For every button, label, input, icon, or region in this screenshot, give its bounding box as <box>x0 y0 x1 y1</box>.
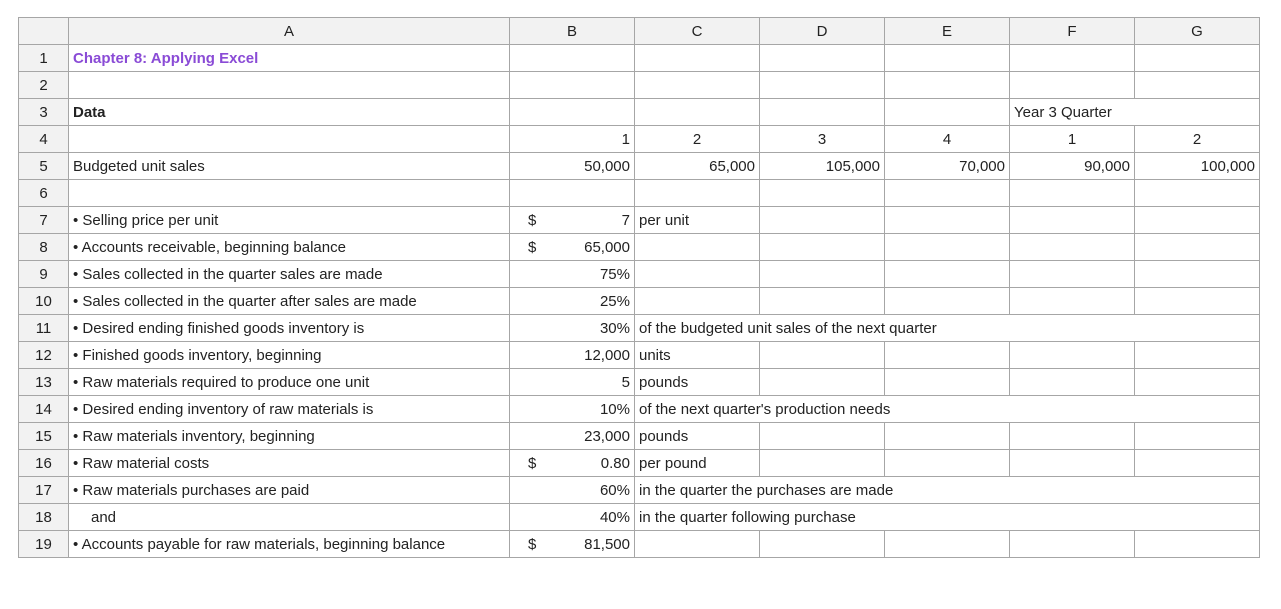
row-header[interactable]: 14 <box>19 396 69 423</box>
cell-d12[interactable] <box>760 342 885 369</box>
cell-b18[interactable] <box>510 504 635 531</box>
cell-b4[interactable] <box>510 126 635 153</box>
cell-b5[interactable] <box>510 153 635 180</box>
cell-g15[interactable] <box>1135 423 1260 450</box>
cell-text: Budgeted unit sales <box>73 157 205 175</box>
cell-c1[interactable] <box>635 45 760 72</box>
cell-value: 65,000 <box>584 238 630 256</box>
cell-a12[interactable] <box>69 342 510 369</box>
cell-g16[interactable] <box>1135 450 1260 477</box>
cell-text: Data <box>73 103 106 121</box>
cell-a8[interactable] <box>69 234 510 261</box>
cell-c19[interactable] <box>635 531 760 558</box>
cell-f7[interactable] <box>1010 207 1135 234</box>
cell-f6[interactable] <box>1010 180 1135 207</box>
cell-value: 1 <box>621 130 630 148</box>
cell-c16[interactable] <box>635 450 760 477</box>
row-header[interactable]: 6 <box>19 180 69 207</box>
cell-value: 90,000 <box>1084 157 1130 175</box>
cell-d4[interactable] <box>760 126 885 153</box>
cell-f3[interactable] <box>1010 99 1135 126</box>
cell-value: 2 <box>1192 130 1202 148</box>
cell-f4[interactable] <box>1010 126 1135 153</box>
cell-b9[interactable] <box>510 261 635 288</box>
table-row <box>19 153 1260 180</box>
cell-value: 23,000 <box>584 427 630 445</box>
cell-d15[interactable] <box>760 423 885 450</box>
cell-d8[interactable] <box>760 234 885 261</box>
cell-f8[interactable] <box>1010 234 1135 261</box>
column-header-f[interactable]: F <box>1010 18 1135 45</box>
cell-f2[interactable] <box>1010 72 1135 99</box>
table-row <box>19 477 1260 504</box>
cell-value: per pound <box>639 454 707 472</box>
cell-g9[interactable] <box>1135 261 1260 288</box>
cell-f16[interactable] <box>1010 450 1135 477</box>
cell-a4[interactable] <box>69 126 510 153</box>
cell-c11[interactable] <box>635 315 1260 342</box>
cell-c9[interactable] <box>635 261 760 288</box>
cell-c17[interactable] <box>635 477 1260 504</box>
cell-e16[interactable] <box>885 450 1010 477</box>
cell-value: 7 <box>621 211 630 229</box>
cell-f12[interactable] <box>1010 342 1135 369</box>
cell-a16[interactable] <box>69 450 510 477</box>
cell-c6[interactable] <box>635 180 760 207</box>
cell-g7[interactable] <box>1135 207 1260 234</box>
row-header[interactable]: 16 <box>19 450 69 477</box>
row-header[interactable]: 17 <box>19 477 69 504</box>
cell-a11[interactable] <box>69 315 510 342</box>
cell-a10[interactable] <box>69 288 510 315</box>
cell-value: 65,000 <box>709 157 755 175</box>
row-header[interactable]: 8 <box>19 234 69 261</box>
cell-value: 4 <box>942 130 952 148</box>
cell-d16[interactable] <box>760 450 885 477</box>
row-header[interactable]: 18 <box>19 504 69 531</box>
row-header[interactable]: 12 <box>19 342 69 369</box>
cell-g10[interactable] <box>1135 288 1260 315</box>
cell-d7[interactable] <box>760 207 885 234</box>
row-header[interactable]: 13 <box>19 369 69 396</box>
cell-text: • Raw materials purchases are paid <box>73 481 310 499</box>
table-row <box>19 423 1260 450</box>
cell-e2[interactable] <box>885 72 1010 99</box>
row-header[interactable]: 19 <box>19 531 69 558</box>
cell-b11[interactable] <box>510 315 635 342</box>
table-row <box>19 288 1260 315</box>
cell-value: 70,000 <box>959 157 1005 175</box>
cell-c18[interactable] <box>635 504 1260 531</box>
cell-g2[interactable] <box>1135 72 1260 99</box>
row-header[interactable]: 4 <box>19 126 69 153</box>
select-all-corner[interactable] <box>19 18 69 45</box>
cell-b1[interactable] <box>510 45 635 72</box>
cell-g4[interactable] <box>1135 126 1260 153</box>
column-header-b[interactable]: B <box>510 18 635 45</box>
cell-c15[interactable] <box>635 423 760 450</box>
cell-d13[interactable] <box>760 369 885 396</box>
cell-c8[interactable] <box>635 234 760 261</box>
cell-c4[interactable] <box>635 126 760 153</box>
cell-a19[interactable] <box>69 531 510 558</box>
table-row <box>19 72 1260 99</box>
cell-f19[interactable] <box>1010 531 1135 558</box>
table-row <box>19 45 1260 72</box>
table-row <box>19 180 1260 207</box>
cell-g1[interactable] <box>1135 45 1260 72</box>
cell-b6[interactable] <box>510 180 635 207</box>
cell-value: of the next quarter's production needs <box>639 400 891 418</box>
cell-text: • Finished goods inventory, beginning <box>73 346 322 364</box>
cell-value: pounds <box>639 373 689 391</box>
cell-e13[interactable] <box>885 369 1010 396</box>
cell-a6[interactable] <box>69 180 510 207</box>
cell-f13[interactable] <box>1010 369 1135 396</box>
cell-c3[interactable] <box>635 99 760 126</box>
cell-text: and <box>91 508 117 526</box>
row-header[interactable]: 10 <box>19 288 69 315</box>
cell-a14[interactable] <box>69 396 510 423</box>
cell-a18[interactable] <box>69 504 510 531</box>
cell-text: • Raw material costs <box>73 454 210 472</box>
cell-e6[interactable] <box>885 180 1010 207</box>
row-header[interactable]: 1 <box>19 45 69 72</box>
cell-value: Year 3 Quarter <box>1014 103 1112 121</box>
table-row <box>19 315 1260 342</box>
cell-e12[interactable] <box>885 342 1010 369</box>
cell-c13[interactable] <box>635 369 760 396</box>
cell-text: • Desired ending inventory of raw materials is <box>73 400 374 418</box>
cell-g8[interactable] <box>1135 234 1260 261</box>
cell-b2[interactable] <box>510 72 635 99</box>
cell-value: 105,000 <box>825 157 880 175</box>
cell-e10[interactable] <box>885 288 1010 315</box>
cell-a7[interactable] <box>69 207 510 234</box>
cell-b14[interactable] <box>510 396 635 423</box>
cell-value: 100,000 <box>1200 157 1255 175</box>
cell-c7[interactable] <box>635 207 760 234</box>
cell-c10[interactable] <box>635 288 760 315</box>
cell-text: Chapter 8: Applying Excel <box>73 49 259 67</box>
table-row <box>19 261 1260 288</box>
cell-a1[interactable] <box>69 45 510 72</box>
cell-e19[interactable] <box>885 531 1010 558</box>
cell-d2[interactable] <box>760 72 885 99</box>
cell-value: 5 <box>621 373 630 391</box>
cell-value: 0.80 <box>600 454 630 472</box>
cell-value: in the quarter the purchases are made <box>639 481 894 499</box>
cell-text: • Accounts receivable, beginning balance <box>73 238 346 256</box>
cell-c5[interactable] <box>635 153 760 180</box>
cell-a9[interactable] <box>69 261 510 288</box>
cell-f5[interactable] <box>1010 153 1135 180</box>
cell-value: 60% <box>599 481 630 499</box>
cell-value: units <box>639 346 671 364</box>
cell-value: 81,500 <box>584 535 630 553</box>
cell-text: • Raw materials required to produce one unit <box>73 373 370 391</box>
cell-g3[interactable] <box>1135 99 1260 126</box>
cell-e3[interactable] <box>885 99 1010 126</box>
cell-a13[interactable] <box>69 369 510 396</box>
table-row <box>19 450 1260 477</box>
cell-g13[interactable] <box>1135 369 1260 396</box>
row-header[interactable]: 7 <box>19 207 69 234</box>
cell-a5[interactable] <box>69 153 510 180</box>
cell-value: of the budgeted unit sales of the next quarter <box>639 319 937 337</box>
cell-a3[interactable] <box>69 99 510 126</box>
cell-text: • Sales collected in the quarter sales are made <box>73 265 383 283</box>
cell-d1[interactable] <box>760 45 885 72</box>
cell-value: 1 <box>1067 130 1077 148</box>
cell-a2[interactable] <box>69 72 510 99</box>
currency-symbol: $ <box>528 454 537 472</box>
table-row <box>19 396 1260 423</box>
cell-c14[interactable] <box>635 396 1260 423</box>
cell-e9[interactable] <box>885 261 1010 288</box>
cell-value: 30% <box>599 319 630 337</box>
cell-b10[interactable] <box>510 288 635 315</box>
cell-b8[interactable] <box>510 234 635 261</box>
cell-value: 50,000 <box>584 157 630 175</box>
row-header[interactable]: 9 <box>19 261 69 288</box>
cell-e5[interactable] <box>885 153 1010 180</box>
cell-b13[interactable] <box>510 369 635 396</box>
cell-b7[interactable] <box>510 207 635 234</box>
cell-b16[interactable] <box>510 450 635 477</box>
row-header[interactable]: 11 <box>19 315 69 342</box>
cell-text: • Sales collected in the quarter after sales are made <box>73 292 417 310</box>
cell-e1[interactable] <box>885 45 1010 72</box>
cell-value: pounds <box>639 427 689 445</box>
cell-d5[interactable] <box>760 153 885 180</box>
cell-text: • Selling price per unit <box>73 211 219 229</box>
currency-symbol: $ <box>528 211 537 229</box>
row-header[interactable]: 3 <box>19 99 69 126</box>
cell-f10[interactable] <box>1010 288 1135 315</box>
column-header-row <box>19 18 1260 45</box>
cell-a15[interactable] <box>69 423 510 450</box>
cell-text: • Raw materials inventory, beginning <box>73 427 315 445</box>
cell-value: 25% <box>599 292 630 310</box>
table-row <box>19 342 1260 369</box>
cell-e15[interactable] <box>885 423 1010 450</box>
cell-d10[interactable] <box>760 288 885 315</box>
cell-g19[interactable] <box>1135 531 1260 558</box>
column-header-e[interactable]: E <box>885 18 1010 45</box>
cell-value: 2 <box>692 130 702 148</box>
cell-g5[interactable] <box>1135 153 1260 180</box>
cell-value: in the quarter following purchase <box>639 508 856 526</box>
cell-e8[interactable] <box>885 234 1010 261</box>
cell-text: • Accounts payable for raw materials, beginning balance <box>73 535 446 553</box>
column-header-c[interactable]: C <box>635 18 760 45</box>
cell-d6[interactable] <box>760 180 885 207</box>
cell-value: per unit <box>639 211 690 229</box>
cell-d19[interactable] <box>760 531 885 558</box>
column-header-d[interactable]: D <box>760 18 885 45</box>
cell-e4[interactable] <box>885 126 1010 153</box>
cell-b3[interactable] <box>510 99 635 126</box>
column-header-g[interactable]: G <box>1135 18 1260 45</box>
table-row <box>19 207 1260 234</box>
cell-f9[interactable] <box>1010 261 1135 288</box>
cell-text: • Desired ending finished goods inventory is <box>73 319 365 337</box>
cell-c12[interactable] <box>635 342 760 369</box>
table-row <box>19 369 1260 396</box>
table-row <box>19 234 1260 261</box>
cell-e7[interactable] <box>885 207 1010 234</box>
cell-value: 40% <box>599 508 630 526</box>
table-row <box>19 504 1260 531</box>
table-row <box>19 99 1260 126</box>
cell-value: 12,000 <box>584 346 630 364</box>
cell-g12[interactable] <box>1135 342 1260 369</box>
cell-c2[interactable] <box>635 72 760 99</box>
currency-symbol: $ <box>528 238 537 256</box>
cell-g6[interactable] <box>1135 180 1260 207</box>
cell-b17[interactable] <box>510 477 635 504</box>
cell-b12[interactable] <box>510 342 635 369</box>
cell-b19[interactable] <box>510 531 635 558</box>
row-header[interactable]: 5 <box>19 153 69 180</box>
cell-value: 75% <box>599 265 630 283</box>
table-row <box>19 531 1260 558</box>
cell-value: 3 <box>817 130 827 148</box>
spreadsheet-grid <box>18 17 1260 558</box>
cell-value: 10% <box>599 400 630 418</box>
cell-b15[interactable] <box>510 423 635 450</box>
cell-a17[interactable] <box>69 477 510 504</box>
cell-f1[interactable] <box>1010 45 1135 72</box>
column-header-a[interactable]: A <box>69 18 510 45</box>
table-row <box>19 126 1260 153</box>
cell-f15[interactable] <box>1010 423 1135 450</box>
cell-d9[interactable] <box>760 261 885 288</box>
row-header[interactable]: 2 <box>19 72 69 99</box>
cell-d3[interactable] <box>760 99 885 126</box>
currency-symbol: $ <box>528 535 537 553</box>
row-header[interactable]: 15 <box>19 423 69 450</box>
